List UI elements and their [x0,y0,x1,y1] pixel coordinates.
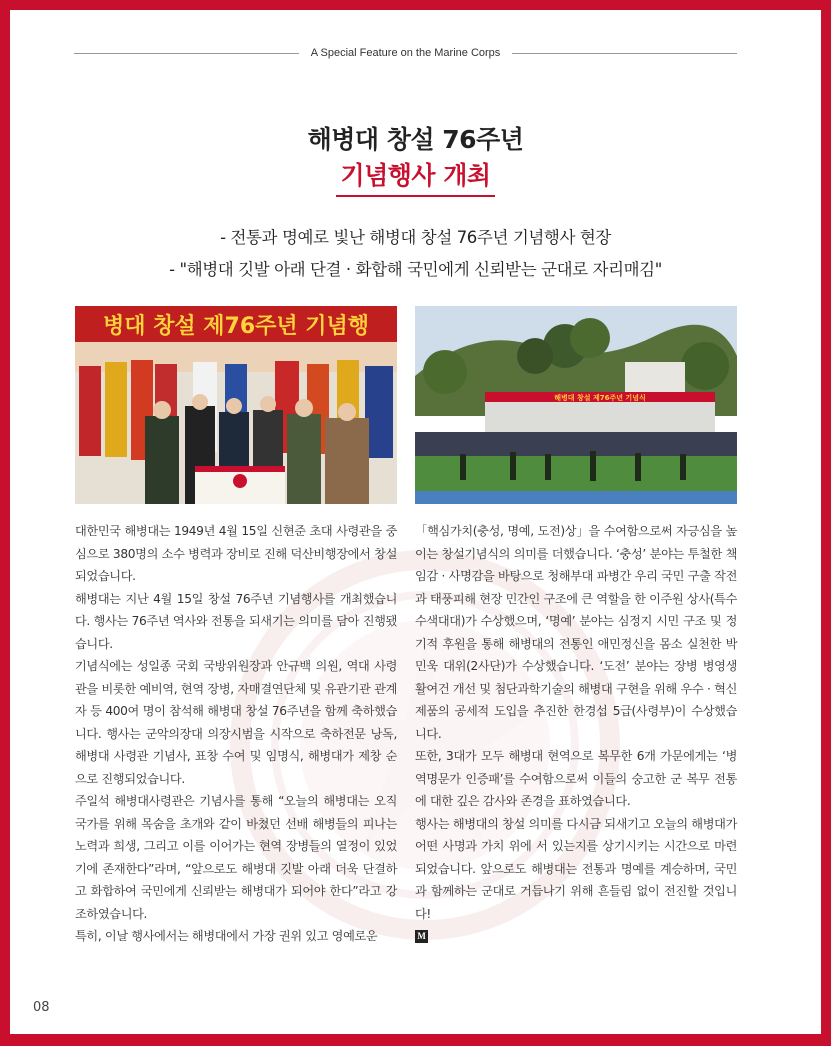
article-end-icon: M [415,930,428,943]
section-header-text: A Special Feature on the Marine Corps [310,47,501,59]
article-title-line2: 기념행사 개최 [336,156,494,197]
page-number: 08 [33,1000,50,1015]
subtitle-2: - "해병대 깃발 아래 단결 · 화합해 국민에게 신뢰받는 군대로 자리매김" [169,260,662,279]
body-paragraph: 기념식에는 성일종 국회 국방위원장과 안규백 의원, 역대 사령관을 비롯한 예비역, 현역 장병, 자매결연단체 및 유관기관 관계자 등 400여 명이 참석해 해병대 창설 76주년을 함께 축하했습니다. 행사는 군악의장대 의장시범을 시작으로 축하전문 낭독, 해병대 사령관 기념사, 표창 수여 및 임명식, 해병대가 제창 순으로 진행되었습니다. [75,659,397,786]
header-rule-left [74,53,299,54]
photo-stadium-banner: 해병대 창설 제76주년 기념식 [554,394,646,402]
article-title-line2-wrap [10,156,821,197]
body-paragraph: 또한, 3대가 모두 해병대 현역으로 복무한 6개 가문에게는 ‘병역명문가 인증패’를 수여함으로써 이들의 숭고한 군 복무 전통에 대한 깊은 감사와 존경을 표하였습니다. [415,749,737,808]
body-paragraph: 특히, 이날 행사에서는 해병대에서 가장 권위 있고 영예로운 [75,929,378,943]
body-paragraph: 대한민국 해병대는 1949년 4월 15일 신현준 초대 사령관을 중심으로 380명의 소수 병력과 장비로 진해 덕산비행장에서 창설되었습니다. [75,524,397,583]
body-paragraph: 주일석 해병대사령관은 기념사를 통해 “오늘의 해병대는 오직 국가를 위해 목숨을 초개와 같이 바쳤던 선배 해병들의 피나는 노력과 희생, 그리고 이를 이어가는 현역 장병들의 열정이 있었기에 존재한다”라며, “앞으로도 해병대 깃발 아래 더욱 단결하고 화합하여 국민에게 신뢰받는 해병대가 되어야 한다”라고 강조하였습니다. [75,794,397,921]
article-column-left [75,520,397,948]
article-column-right [415,520,737,948]
end-mark-line [415,925,737,948]
photo-cake-cutting [75,306,397,504]
photo-banner-text: 병대 창설 제76주년 기념행 [102,314,370,339]
body-paragraph: 「핵심가치(충성, 명예, 도전)상」을 수여함으로써 자긍심을 높이는 창설기념식의 의미를 더했습니다. ‘충성’ 분야는 투철한 책임감 · 사명감을 바탕으로 청해부대 파병간 우리 국민 구출 작전과 태풍피해 현장 민간인 구조에 큰 역할을 한 이주원 상사(특수수색대대)가 수상했으며, ‘명예’ 분야는 심정지 시민 구조 및 정기적 후원을 통해 해병대의 전통인 애민정신을 몸소 실천한 박민욱 대위(2사단)가 수상했습니다. ‘도전’ 분야는 장병 병영생활여건 개선 및 첨단과학기술의 해병대 구현을 위해 우수 · 혁신제품의 공세적 도입을 추진한 한경섭 5급(사령부)이 수상했습니다. [415,524,737,741]
section-header [74,46,737,60]
subtitle-1: - 전통과 명예로 빛난 해병대 창설 76주년 기념행사 현장 [220,228,611,247]
header-rule-right [512,53,737,54]
photo-ceremony-field [415,306,737,504]
article-title-line1: 해병대 창설 76주년 [307,125,524,154]
body-paragraph: 행사는 해병대의 창설 의미를 다시금 되새기고 오늘의 해병대가 어떤 사명과 가치 위에 서 있는지를 상기시키는 시간으로 마련되었습니다. 앞으로도 해병대는 전통과 명예를 계승하며, 국민과 함께하는 군대로 거듭나기 위해 흔들림 없이 전진할 것입니다! [415,816,737,921]
body-paragraph: 해병대는 지난 4월 15일 창설 76주년 기념행사를 개최했습니다. 행사는 76주년 역사와 전통을 되새기는 의미를 담아 진행됐습니다. [75,591,397,651]
